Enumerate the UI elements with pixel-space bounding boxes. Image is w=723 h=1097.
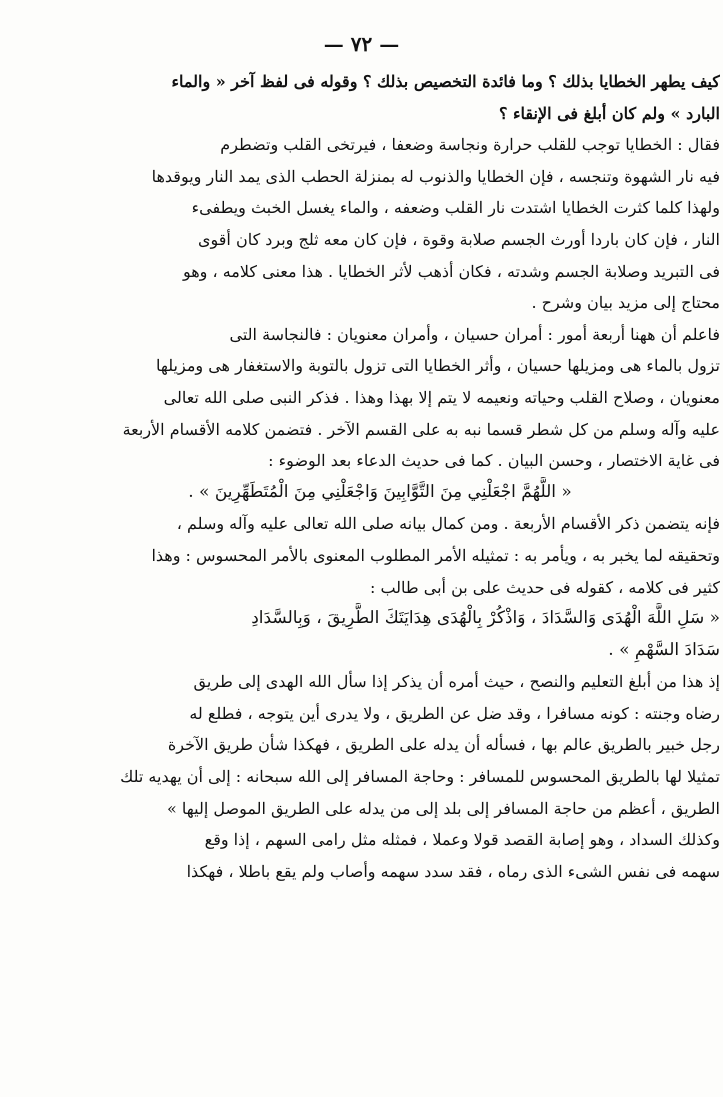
text-line: عليه وآله وسلم من كل شطر قسما نبه به على القسم الآخر . فتضمن كلامه الأقسام الأربعة bbox=[122, 419, 720, 439]
text-line: كيف يطهر الخطايا بذلك ؟ وما فائدة التخصيص بذلك ؟ وقوله فى لفظ آخر « والماء bbox=[171, 72, 720, 91]
text-line: فيه نار الشهوة وتنجسه ، فإن الخطايا والذنوب له بمنزلة الحطب الذى يمد النار ويوقدها bbox=[151, 166, 720, 186]
hadith-quote-line: « اللَّهُمَّ اجْعَلْنِي مِنَ التَّوَّابِينَ وَاجْعَلْنِي مِنَ الْمُتَطَهِّرِينَ » . bbox=[188, 481, 572, 502]
text-line: فاعلم أن ههنا أربعة أمور : أمران حسيان ، وأمران معنويان : فالنجاسة التى bbox=[229, 324, 720, 344]
text-line: وكذلك السداد ، وهو إصابة القصد قولا وعملا ، فمثله مثل رامى السهم ، إذا وقع bbox=[204, 830, 720, 850]
text-line: فإنه يتضمن ذكر الأقسام الأربعة . ومن كمال بيانه صلى الله تعالى عليه وآله وسلم ، bbox=[176, 514, 720, 534]
hadith-quote-line: « سَلِ اللَّهَ الْهُدَى وَالسَّدَادَ ، وَاذْكُرْ بِالْهُدَى هِدَايَتَكَ الطَّرِيقَ ، وَبِالسَّدَادِ bbox=[251, 608, 720, 629]
text-line: إذ هذا من أبلغ التعليم والنصح ، حيث أمره أن يذكر إذا سأل الله الهدى إلى طريق bbox=[193, 672, 720, 692]
page-number: — ٧٢ — bbox=[323, 32, 400, 56]
text-line: ولهذا كلما كثرت الخطايا اشتدت نار القلب وضعفه ، والماء يغسل الخبث ويطفىء bbox=[191, 198, 720, 218]
text-line: كثير فى كلامه ، كقوله فى حديث على بن أبى طالب : bbox=[369, 577, 720, 597]
text-line: محتاج إلى مزيد بيان وشرح . bbox=[531, 293, 720, 313]
text-line: تمثيلا لها بالطريق المحسوس للمسافر : وحاجة المسافر إلى الله سبحانه : إلى أن يهديه تلك bbox=[120, 767, 720, 787]
text-line: وتحقيقه لما يخبر به ، ويأمر به : تمثيله الأمر المطلوب المعنوى بالأمر المحسوس : وهذا bbox=[151, 545, 720, 565]
text-line: فى التبريد وصلابة الجسم وشدته ، فكان أذهب لأثر الخطايا . هذا معنى كلامه ، وهو bbox=[182, 261, 720, 281]
text-line: سهمه فى نفس الشىء الذى رماه ، فقد سدد سهمه وأصاب ولم يقع باطلا ، فهكذا bbox=[186, 861, 720, 881]
text-line: فقال : الخطايا توجب للقلب حرارة ونجاسة وضعفا ، فيرتخى القلب وتضطرم bbox=[220, 135, 720, 155]
body-text bbox=[40, 66, 720, 887]
text-line: البارد » ولم كان أبلغ فى الإنقاء ؟ bbox=[498, 103, 720, 123]
text-line: رضاه وجنته : كونه مسافرا ، وقد ضل عن الطريق ، ولا يدرى أين يتوجه ، فطلع له bbox=[189, 703, 720, 723]
text-line: معنويان ، وصلاح القلب وحياته ونعيمه لا يتم إلا بهذا وهذا . فذكر النبى صلى الله تعالى bbox=[163, 387, 720, 407]
hadith-quote-line: سَدَادَ السَّهْمِ » . bbox=[608, 639, 720, 660]
text-line: رجل خبير بالطريق عالم بها ، فسأله أن يدله على الطريق ، فهكذا شأن طريق الآخرة bbox=[167, 735, 720, 755]
text-line: فى غاية الاختصار ، وحسن البيان . كما فى حديث الدعاء بعد الوضوء : bbox=[268, 451, 720, 471]
text-line: النار ، فإن كان باردا أورث الجسم صلابة وقوة ، فإن كان معه ثلج وبرد كان أقوى bbox=[197, 229, 720, 249]
text-line: تزول بالماء هى ومزيلها حسيان ، وأثر الخطايا التى تزول بالتوبة والاستغفار هى ومزيلها bbox=[156, 356, 720, 376]
text-line: الطريق ، أعظم من حاجة المسافر إلى بلد إلى من يدله على الطريق الموصل إليها » bbox=[167, 798, 720, 818]
